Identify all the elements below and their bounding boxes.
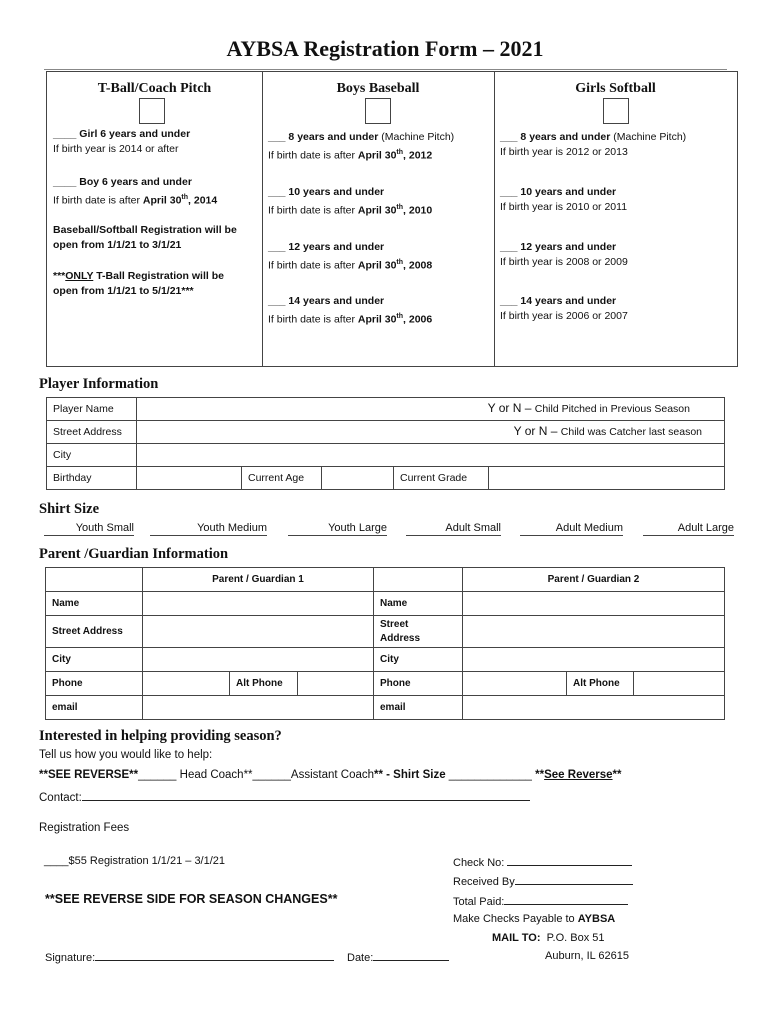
baseball-10-option[interactable]: ___ 10 years and under xyxy=(268,186,385,198)
softball-column xyxy=(494,72,737,366)
player-name-input[interactable] xyxy=(137,398,725,421)
assistant-coach-blank[interactable]: ______ xyxy=(252,769,291,781)
g1-alt-phone-label: Alt Phone xyxy=(230,672,298,696)
player-name-label: Player Name xyxy=(47,398,137,421)
birthday-input[interactable] xyxy=(137,467,242,490)
g1-city-label: City xyxy=(46,648,143,672)
date-line: Date: xyxy=(347,950,449,964)
received-line: Received By xyxy=(453,874,633,888)
program-selection xyxy=(46,71,738,367)
current-age-label: Current Age xyxy=(242,467,322,490)
g2-name-input[interactable] xyxy=(463,592,725,616)
tball-only-note: ***ONLY T-Ball Registration will be open from 1/1/21 to 5/1/21*** xyxy=(53,270,224,297)
fees-heading: Registration Fees xyxy=(39,822,130,834)
tball-registration-note: Baseball/Softball Registration will be open from 1/1/21 to 3/1/21 xyxy=(53,224,237,251)
g1-name-input[interactable] xyxy=(143,592,374,616)
softball-item: ___ 14 years and under If birth year is 2006 or 2007 xyxy=(500,295,628,322)
g1-phone-input[interactable] xyxy=(143,672,230,696)
g2-city-input[interactable] xyxy=(463,648,725,672)
street-address-label: Street Address xyxy=(47,421,137,444)
guardian1-header: Parent / Guardian 1 xyxy=(143,568,374,592)
help-heading: Interested in helping providing season? xyxy=(39,728,282,744)
street-address-input[interactable] xyxy=(137,421,725,444)
softball-checkbox[interactable] xyxy=(603,98,629,124)
guardian-table xyxy=(45,567,725,720)
tball-girl-option[interactable]: ____ Girl 6 years and under xyxy=(53,128,191,140)
baseball-item: ___ 14 years and under If birth date is after April 30th, 2006 xyxy=(268,295,433,326)
softball-heading: Girls Softball xyxy=(575,81,656,96)
check-no-input[interactable] xyxy=(507,855,632,866)
softball-14-option[interactable]: ___ 14 years and under xyxy=(500,295,617,307)
tball-heading: T-Ball/Coach Pitch xyxy=(97,81,212,96)
g2-email-input[interactable] xyxy=(463,696,725,720)
g2-phone-input[interactable] xyxy=(463,672,567,696)
softball-item: ___ 10 years and under If birth year is 2010 or 2011 xyxy=(500,186,628,213)
tball-checkbox[interactable] xyxy=(139,98,165,124)
g1-email-label: email xyxy=(46,696,143,720)
softball-8-option[interactable]: ___ 8 years and under xyxy=(500,131,611,143)
g1-email-input[interactable] xyxy=(143,696,374,720)
g2-alt-phone-input[interactable] xyxy=(634,672,725,696)
guardian2-header: Parent / Guardian 2 xyxy=(463,568,725,592)
city-label: City xyxy=(47,444,137,467)
g2-phone-label: Phone xyxy=(374,672,463,696)
softball-item: ___ 12 years and under If birth year is 2008 or 2009 xyxy=(500,241,628,268)
check-no-line: Check No: xyxy=(453,855,632,869)
g2-street-label: Street Address xyxy=(374,616,463,648)
yn-pitched: Y or N – Child Pitched in Previous Season xyxy=(487,401,690,415)
contact-input[interactable] xyxy=(82,790,530,801)
baseball-14-option[interactable]: ___ 14 years and under xyxy=(268,295,385,307)
g1-city-input[interactable] xyxy=(143,648,374,672)
title-divider xyxy=(44,69,727,70)
g2-email-label: email xyxy=(374,696,463,720)
total-paid-input[interactable] xyxy=(504,894,628,905)
g1-alt-phone-input[interactable] xyxy=(298,672,374,696)
g1-phone-label: Phone xyxy=(46,672,143,696)
current-grade-input[interactable] xyxy=(489,467,725,490)
softball-12-option[interactable]: ___ 12 years and under xyxy=(500,241,617,253)
shirt-adult-medium[interactable]: Adult Medium xyxy=(520,522,623,536)
g2-name-label: Name xyxy=(374,592,463,616)
tball-boy xyxy=(53,175,217,209)
mail-city: Auburn, IL 62615 xyxy=(545,950,629,962)
reverse-note: **SEE REVERSE SIDE FOR SEASON CHANGES** xyxy=(45,892,338,906)
baseball-item: ___ 10 years and under If birth date is after April 30th, 2010 xyxy=(268,186,433,217)
baseball-heading: Boys Baseball xyxy=(336,81,420,96)
contact-line: Contact: xyxy=(39,790,530,804)
yn-catcher: Y or N – Child was Catcher last season xyxy=(513,424,702,438)
signature-input[interactable] xyxy=(95,950,334,961)
tball-girl xyxy=(53,127,190,157)
baseball-12-option[interactable]: ___ 12 years and under xyxy=(268,241,385,253)
softball-item: ___ 8 years and under (Machine Pitch) If birth year is 2012 or 2013 xyxy=(500,131,687,158)
baseball-item: ___ 12 years and under If birth date is after April 30th, 2008 xyxy=(268,241,433,272)
shirt-youth-large[interactable]: Youth Large xyxy=(288,522,387,536)
payable-note: Make Checks Payable to AYBSA xyxy=(453,913,616,925)
city-input[interactable] xyxy=(137,444,725,467)
date-input[interactable] xyxy=(373,950,449,961)
shirt-youth-medium[interactable]: Youth Medium xyxy=(150,522,267,536)
total-paid-line: Total Paid: xyxy=(453,894,628,908)
baseball-item: ___ 8 years and under (Machine Pitch) If birth date is after April 30th, 2012 xyxy=(268,131,455,162)
form-title: AYBSA Registration Form – 2021 xyxy=(226,36,544,61)
shirt-size-heading: Shirt Size xyxy=(39,501,100,517)
coach-shirt-size-blank[interactable]: _____________ xyxy=(448,769,532,781)
g1-name-label: Name xyxy=(46,592,143,616)
tball-boy-sub: If birth date is after April 30th, 2014 xyxy=(53,194,218,207)
help-options: **SEE REVERSE**______ Head Coach**______Assistant Coach** - Shirt Size _____________ **See Reverse** xyxy=(39,769,622,781)
current-grade-label: Current Grade xyxy=(394,467,489,490)
player-info-heading: Player Information xyxy=(39,376,159,392)
tball-boy-option[interactable]: ____ Boy 6 years and under xyxy=(53,176,192,188)
tball-column xyxy=(47,72,263,366)
mail-to: MAIL TO: P.O. Box 51 xyxy=(492,932,605,944)
fee-option[interactable]: ____$55 Registration 1/1/21 – 3/1/21 xyxy=(44,855,226,867)
received-input[interactable] xyxy=(515,874,633,885)
g1-street-label: Street Address xyxy=(46,616,143,648)
g2-alt-phone-label: Alt Phone xyxy=(567,672,634,696)
tball-girl-sub: If birth year is 2014 or after xyxy=(53,143,179,155)
baseball-column xyxy=(262,72,495,366)
help-intro: Tell us how you would like to help: xyxy=(39,749,213,761)
guardian-heading: Parent /Guardian Information xyxy=(39,546,229,562)
shirt-adult-large[interactable]: Adult Large xyxy=(643,522,734,536)
player-info-table xyxy=(46,397,725,490)
birthday-label: Birthday xyxy=(47,467,137,490)
signature-line: Signature: xyxy=(45,950,334,964)
g1-street-input[interactable] xyxy=(143,616,374,648)
shirt-youth-small[interactable]: Youth Small xyxy=(44,522,134,536)
baseball-8-option[interactable]: ___ 8 years and under xyxy=(268,131,379,143)
g2-city-label: City xyxy=(374,648,463,672)
softball-10-option[interactable]: ___ 10 years and under xyxy=(500,186,617,198)
current-age-input[interactable] xyxy=(322,467,394,490)
head-coach-blank[interactable]: ______ xyxy=(138,769,177,781)
g2-street-input[interactable] xyxy=(463,616,725,648)
baseball-checkbox[interactable] xyxy=(365,98,391,124)
shirt-adult-small[interactable]: Adult Small xyxy=(406,522,501,536)
